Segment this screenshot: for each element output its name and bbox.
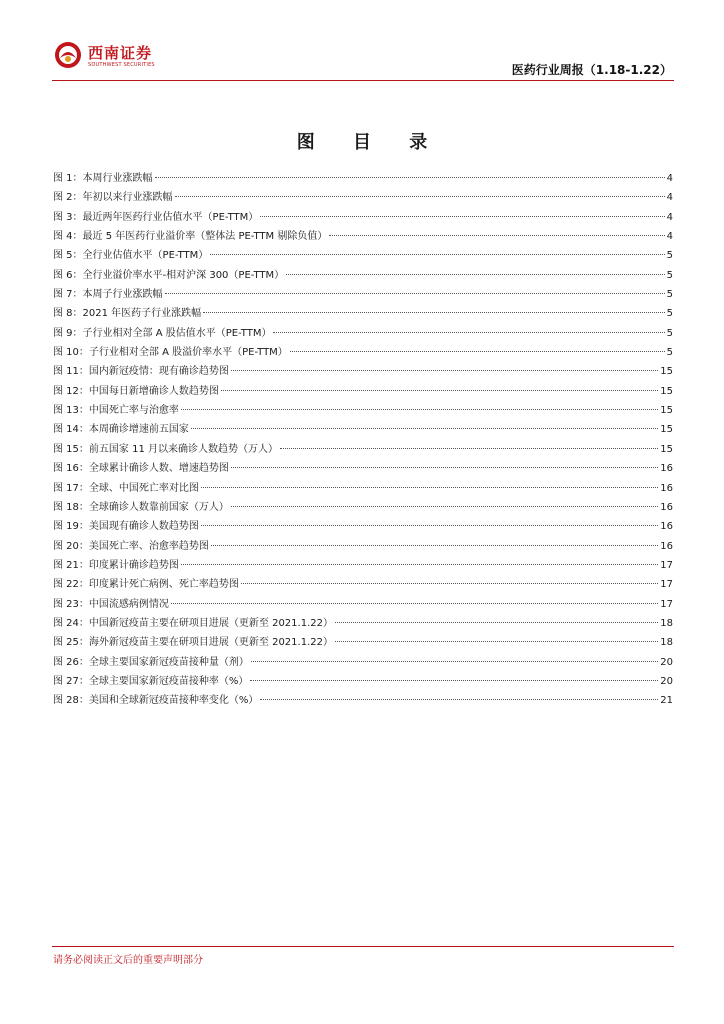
toc-dot-leader xyxy=(201,525,658,526)
toc-dot-leader xyxy=(260,216,664,217)
toc-entry-label: 图 5：全行业估值水平（PE-TTM） xyxy=(53,250,209,262)
toc-entry-page: 17 xyxy=(660,579,673,591)
toc-dot-leader xyxy=(335,641,658,642)
toc-entry-label: 图 23：中国流感病例情况 xyxy=(53,598,169,610)
toc-entry-page: 4 xyxy=(666,231,673,243)
toc-entry[interactable] xyxy=(53,556,673,575)
toc-entry[interactable] xyxy=(53,382,673,401)
toc-entry-label: 图 16：全球累计确诊人数、增速趋势图 xyxy=(53,463,229,475)
toc-dot-leader xyxy=(210,254,664,255)
toc-dot-leader xyxy=(211,545,658,546)
toc-dot-leader xyxy=(171,603,658,604)
toc-entry-label: 图 22：印度累计死亡病例、死亡率趋势图 xyxy=(53,579,239,591)
toc-entry-page: 21 xyxy=(660,695,673,707)
toc-entry-page: 16 xyxy=(660,463,673,475)
toc-entry-label: 图 26：全球主要国家新冠疫苗接种量（剂） xyxy=(53,656,249,668)
toc-entry[interactable] xyxy=(53,517,673,536)
toc-entry-label: 图 20：美国死亡率、治愈率趋势图 xyxy=(53,540,209,552)
toc-entry-label: 图 25：海外新冠疫苗主要在研项目进展（更新至 2021.1.22） xyxy=(53,637,333,649)
toc-dot-leader xyxy=(175,196,665,197)
report-title: 医药行业周报（1.18-1.22） xyxy=(511,63,672,77)
toc-dot-leader xyxy=(203,312,664,313)
toc-entry-page: 15 xyxy=(660,385,673,397)
toc-dot-leader xyxy=(231,506,658,507)
disclaimer-notice: 请务必阅读正文后的重要声明部分 xyxy=(53,955,203,966)
toc-entry-label: 图 3：最近两年医药行业估值水平（PE-TTM） xyxy=(53,211,259,223)
toc-entry-page: 5 xyxy=(666,269,673,281)
figure-index-list xyxy=(53,169,673,711)
toc-entry-label: 图 19：美国现有确诊人数趋势图 xyxy=(53,521,199,533)
company-logo xyxy=(52,38,162,78)
toc-entry-label: 图 24：中国新冠疫苗主要在研项目进展（更新至 2021.1.22） xyxy=(53,617,333,629)
logo-english-name: SOUTHWEST SECURITIES xyxy=(88,62,155,68)
toc-entry-label: 图 11：国内新冠疫情：现有确诊趋势图 xyxy=(53,366,229,378)
toc-entry-page: 16 xyxy=(660,482,673,494)
toc-entry-page: 15 xyxy=(660,366,673,378)
toc-entry-page: 17 xyxy=(660,598,673,610)
toc-entry-page: 15 xyxy=(660,424,673,436)
toc-entry-label: 图 21：印度累计确诊趋势图 xyxy=(53,559,179,571)
toc-dot-leader xyxy=(241,583,658,584)
toc-dot-leader xyxy=(181,409,658,410)
toc-entry[interactable] xyxy=(53,401,673,420)
header-divider xyxy=(52,80,674,81)
toc-dot-leader xyxy=(335,622,658,623)
toc-dot-leader xyxy=(273,332,664,333)
toc-entry-page: 15 xyxy=(660,443,673,455)
toc-entry-page: 5 xyxy=(666,327,673,339)
toc-entry[interactable] xyxy=(53,672,673,691)
toc-entry[interactable] xyxy=(53,479,673,498)
toc-entry-label: 图 17：全球、中国死亡率对比图 xyxy=(53,482,199,494)
toc-dot-leader xyxy=(191,428,658,429)
toc-entry[interactable] xyxy=(53,653,673,672)
toc-entry-page: 16 xyxy=(660,521,673,533)
page-header xyxy=(52,38,674,80)
toc-entry[interactable] xyxy=(53,440,673,459)
toc-entry[interactable] xyxy=(53,362,673,381)
toc-entry[interactable] xyxy=(53,324,673,343)
toc-entry-label: 图 14：本周确诊增速前五国家 xyxy=(53,424,189,436)
toc-entry-page: 4 xyxy=(666,211,673,223)
toc-entry[interactable] xyxy=(53,691,673,710)
toc-dot-leader xyxy=(231,370,658,371)
toc-entry-label: 图 27：全球主要国家新冠疫苗接种率（%） xyxy=(53,675,249,687)
toc-entry-label: 图 4：最近 5 年医药行业溢价率（整体法 PE-TTM 剔除负值） xyxy=(53,231,328,243)
toc-entry[interactable] xyxy=(53,633,673,652)
toc-entry[interactable] xyxy=(53,459,673,478)
toc-dot-leader xyxy=(181,564,658,565)
toc-entry-page: 5 xyxy=(666,308,673,320)
toc-entry-label: 图 1：本周行业涨跌幅 xyxy=(53,173,153,184)
toc-entry[interactable] xyxy=(53,498,673,517)
toc-entry-page: 5 xyxy=(666,250,673,262)
toc-entry[interactable] xyxy=(53,575,673,594)
toc-entry[interactable] xyxy=(53,208,673,227)
toc-entry-label: 图 2：年初以来行业涨跌幅 xyxy=(53,192,173,204)
toc-dot-leader xyxy=(165,293,665,294)
toc-entry-label: 图 12：中国每日新增确诊人数趋势图 xyxy=(53,385,219,397)
toc-dot-leader xyxy=(155,177,665,178)
toc-entry[interactable] xyxy=(53,304,673,323)
toc-entry-label: 图 15：前五国家 11 月以来确诊人数趋势（万人） xyxy=(53,443,278,455)
toc-entry-page: 16 xyxy=(660,501,673,513)
toc-dot-leader xyxy=(250,680,658,681)
toc-dot-leader xyxy=(260,699,658,700)
toc-entry[interactable] xyxy=(53,246,673,265)
toc-dot-leader xyxy=(329,235,664,236)
toc-entry-page: 20 xyxy=(660,656,673,668)
toc-entry[interactable] xyxy=(53,285,673,304)
toc-entry-label: 图 8：2021 年医药子行业涨跌幅 xyxy=(53,308,202,320)
toc-entry[interactable] xyxy=(53,537,673,556)
toc-entry-page: 18 xyxy=(660,617,673,629)
toc-entry-label: 图 28：美国和全球新冠疫苗接种率变化（%） xyxy=(53,695,259,707)
logo-chinese-name: 西南证券 xyxy=(88,44,153,62)
toc-entry[interactable] xyxy=(53,595,673,614)
toc-entry-page: 17 xyxy=(660,559,673,571)
toc-entry[interactable] xyxy=(53,420,673,439)
toc-entry[interactable] xyxy=(53,169,673,188)
toc-dot-leader xyxy=(201,487,658,488)
toc-entry-label: 图 10：子行业相对全部 A 股溢价率水平（PE-TTM） xyxy=(53,347,288,359)
toc-entry-page: 18 xyxy=(660,637,673,649)
toc-dot-leader xyxy=(290,351,665,352)
toc-entry-label: 图 18：全球确诊人数靠前国家（万人） xyxy=(53,501,229,513)
toc-entry-page: 5 xyxy=(666,289,673,301)
toc-entry-page: 5 xyxy=(666,347,673,359)
toc-entry-label: 图 7：本周子行业涨跌幅 xyxy=(53,289,163,301)
toc-dot-leader xyxy=(231,467,658,468)
toc-entry-page: 16 xyxy=(660,540,673,552)
toc-entry-label: 图 13：中国死亡率与治愈率 xyxy=(53,405,179,417)
toc-entry-page: 15 xyxy=(660,405,673,417)
toc-entry[interactable] xyxy=(53,188,673,207)
figure-index-title: 图 目 录 xyxy=(296,132,444,153)
toc-dot-leader xyxy=(251,661,658,662)
toc-dot-leader xyxy=(286,274,665,275)
footer-divider xyxy=(52,946,674,947)
toc-dot-leader xyxy=(221,390,658,391)
toc-entry-label: 图 9：子行业相对全部 A 股估值水平（PE-TTM） xyxy=(53,327,272,339)
toc-entry-page: 4 xyxy=(666,192,673,204)
toc-entry[interactable] xyxy=(53,227,673,246)
toc-entry[interactable] xyxy=(53,343,673,362)
southwest-securities-logo-icon xyxy=(54,41,82,69)
toc-entry[interactable] xyxy=(53,614,673,633)
toc-entry-label: 图 6：全行业溢价率水平-相对沪深 300（PE-TTM） xyxy=(53,269,285,281)
toc-entry-page: 4 xyxy=(666,173,673,184)
toc-entry[interactable] xyxy=(53,266,673,285)
toc-entry-page: 20 xyxy=(660,675,673,687)
toc-dot-leader xyxy=(280,448,658,449)
